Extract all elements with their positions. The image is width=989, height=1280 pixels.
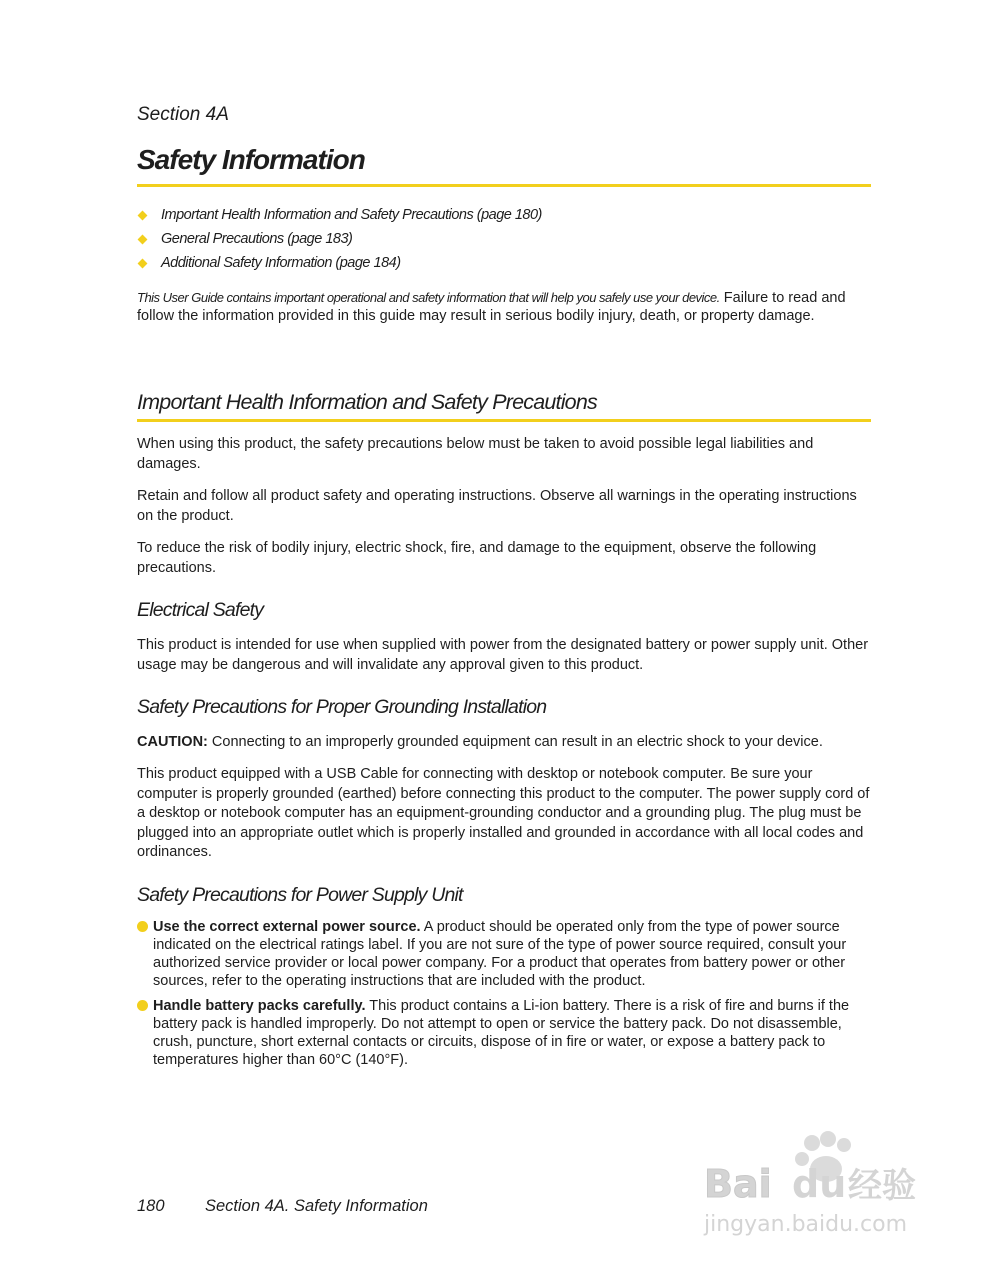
caution-label: CAUTION: — [137, 734, 208, 750]
list-item-lead: Use the correct external power source. — [153, 919, 421, 935]
svg-text:jingyan.baidu.com: jingyan.baidu.com — [704, 1212, 908, 1237]
intro-rest: Failure to read and follow the information provided in this guide may result in serious bodily injury, death, or property damage. — [137, 290, 846, 324]
intro-lead: This User Guide contains important operational and safety information that will help you safely use your device. — [137, 290, 720, 305]
svg-text:du: du — [792, 1162, 847, 1206]
section-rule — [137, 419, 871, 422]
page-title: Safety Information — [137, 144, 365, 175]
intro-paragraph — [137, 289, 871, 325]
health-paragraph-1: When using this product, the safety precautions below must be taken to avoid possible legal liabilities and damages. — [137, 436, 814, 472]
toc-list — [137, 203, 542, 275]
power-supply-list — [137, 918, 871, 1076]
electrical-paragraph: This product is intended for use when supplied with power from the designated battery or power supply unit. Other usage may be dangerous and will invalidate any approval given to this product. — [137, 637, 869, 673]
heading-grounding: Safety Precautions for Proper Grounding Installation — [137, 696, 547, 718]
page-number: 180 — [137, 1197, 165, 1215]
list-item-text: A product should be operated only from the type of power source indicated on the electrical ratings label. If you are not sure of the type of power source required, consult your authorized service provider or local power company. For a product that operates from battery power or other sources, refer to the operating instructions that are included with the product. — [153, 919, 847, 989]
caution-paragraph — [137, 733, 871, 753]
heading-health: Important Health Information and Safety Precautions — [137, 390, 597, 414]
diamond-bullet-icon — [138, 210, 148, 220]
svg-text:经验: 经验 — [848, 1166, 916, 1206]
toc-item[interactable]: Additional Safety Information (page 184) — [137, 251, 542, 275]
section-label: Section 4A — [137, 104, 229, 125]
baidu-watermark-logo — [700, 1125, 940, 1245]
footer-section: Section 4A. Safety Information — [205, 1197, 428, 1215]
list-item-lead: Handle battery packs carefully. — [153, 998, 366, 1014]
toc-item[interactable]: Important Health Information and Safety Precautions (page 180) — [137, 203, 542, 227]
list-item — [137, 997, 871, 1069]
grounding-paragraph: This product equipped with a USB Cable for connecting with desktop or notebook computer. Be sure your computer is properly grounded (earthed) before connecting this product to the computer. The power supply cord of a desktop or notebook computer has an equipment-grounding conductor and a grounding plug. The plug must be plugged into an appropriate outlet which is properly installed and grounded in accordance with all local codes and ordinances. — [137, 766, 870, 860]
heading-power-supply: Safety Precautions for Power Supply Unit — [137, 884, 463, 906]
diamond-bullet-icon — [138, 258, 148, 268]
heading-electrical: Electrical Safety — [137, 599, 264, 621]
page-footer — [137, 1197, 428, 1216]
title-rule — [137, 184, 871, 187]
list-item — [137, 918, 871, 990]
diamond-bullet-icon — [138, 234, 148, 244]
health-paragraph-2: Retain and follow all product safety and operating instructions. Observe all warnings in the operating instructions on the product. — [137, 488, 857, 524]
toc-item[interactable]: General Precautions (page 183) — [137, 227, 542, 251]
list-item-text: This product contains a Li-ion battery. There is a risk of fire and burns if the battery pack is handled improperly. Do not attempt to open or service the battery pack. Do not disassemble, crush, puncture, short external contacts or circuits, dispose of in fire or water, or expose a battery pack to temperatures higher than 60°C (140°F). — [153, 998, 850, 1068]
health-paragraph-3: To reduce the risk of bodily injury, electric shock, fire, and damage to the equipment, observe the following precautions. — [137, 540, 817, 576]
caution-text: Connecting to an improperly grounded equipment can result in an electric shock to your device. — [207, 734, 823, 750]
circle-bullet-icon — [137, 1000, 148, 1011]
svg-text:Bai: Bai — [704, 1162, 772, 1206]
circle-bullet-icon — [137, 921, 148, 932]
